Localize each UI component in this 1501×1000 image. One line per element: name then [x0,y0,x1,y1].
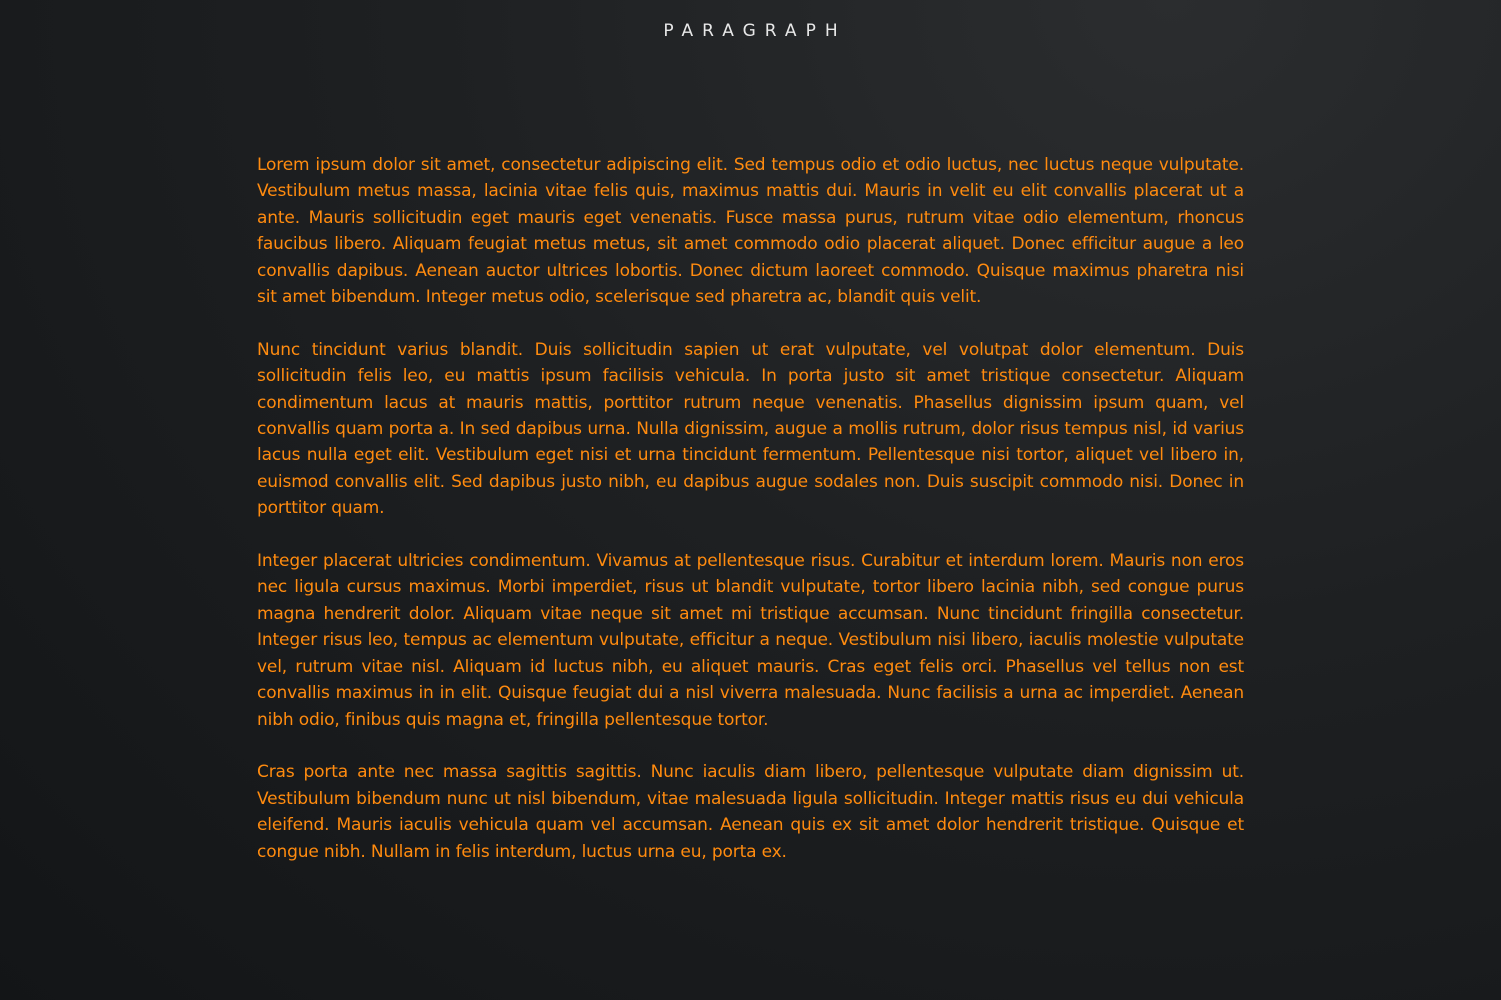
paragraph-1: Lorem ipsum dolor sit amet, consectetur adipiscing elit. Sed tempus odio et odio luctus, nec luctus neque vulputate. Vestibulum metus massa, lacinia vitae felis quis, maximus mattis dui. Mauris in velit eu elit convallis placerat ut a ante. Mauris sollicitudin eget mauris eget venenatis. Fusce massa purus, rutrum vitae odio elementum, rhoncus faucibus libero. Aliquam feugiat metus metus, sit amet commodo odio placerat aliquet. Donec efficitur augue a leo convallis dapibus. Aenean auctor ultrices lobortis. Donec dictum laoreet commodo. Quisque maximus pharetra nisi sit amet bibendum. Integer metus odio, scelerisque sed pharetra ac, blandit quis velit. [257,155,1244,308]
paragraph-2: Nunc tincidunt varius blandit. Duis sollicitudin sapien ut erat vulputate, vel volutpat dolor elementum. Duis sollicitudin felis leo, eu mattis ipsum facilisis vehicula. In porta justo sit amet tristique consectetur. Aliquam condimentum lacus at mauris mattis, porttitor rutrum neque venenatis. Phasellus dignissim ipsum quam, vel convallis quam porta a. In sed dapibus urna. Nulla dignissim, augue a mollis rutrum, dolor risus tempus nisl, id varius lacus nulla eget elit. Vestibulum eget nisi et urna tincidunt fermentum. Pellentesque nisi tortor, aliquet vel libero in, euismod convallis elit. Sed dapibus justo nibh, eu dapibus augue sodales non. Duis suscipit commodo nisi. Donec in porttitor quam. [257,339,1244,519]
page-title: PARAGRAPH [663,21,847,41]
paragraph-block [257,152,1244,865]
paragraph-4: Cras porta ante nec massa sagittis sagittis. Nunc iaculis diam libero, pellentesque vulputate diam dignissim ut. Vestibulum bibendum nunc ut nisl bibendum, vitae malesuada ligula sollicitudin. Integer mattis risus eu dui vehicula eleifend. Mauris iaculis vehicula quam vel accumsan. Aenean quis ex sit amet dolor hendrerit tristique. Quisque et congue nibh. Nullam in felis interdum, luctus urna eu, porta ex. [257,762,1244,862]
paragraph-3: Integer placerat ultricies condimentum. Vivamus at pellentesque risus. Curabitur et interdum lorem. Mauris non eros nec ligula cursus maximus. Morbi imperdiet, risus ut blandit vulputate, tortor libero lacinia nibh, sed congue purus magna hendrerit dolor. Aliquam vitae neque sit amet mi tristique accumsan. Nunc tincidunt fringilla consectetur. Integer risus leo, tempus ac elementum vulputate, efficitur a neque. Vestibulum nisi libero, iaculis molestie vulputate vel, rutrum vitae nisl. Aliquam id luctus nibh, eu aliquet mauris. Cras eget felis orci. Phasellus vel tellus non est convallis maximus in in elit. Quisque feugiat dui a nisl viverra malesuada. Nunc facilisis a urna ac imperdiet. Aenean nibh odio, finibus quis magna et, fringilla pellentesque tortor. [257,551,1244,730]
